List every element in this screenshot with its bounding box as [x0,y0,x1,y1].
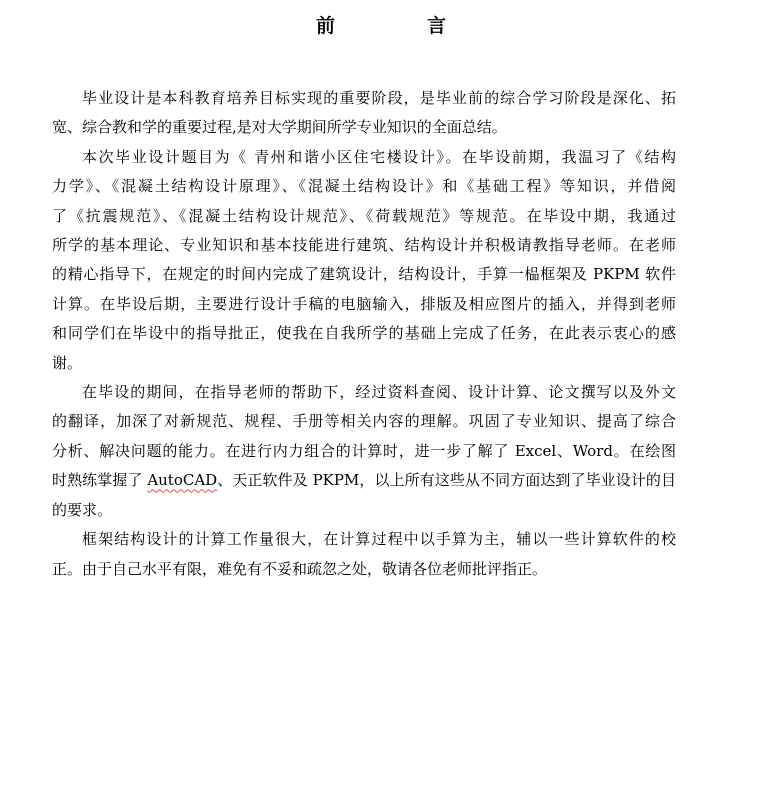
paragraph-line: 了《抗震规范》、《混凝土结构设计规范》、《荷载规范》等规范。在毕设中期，我通过 [52,206,676,225]
paragraph-4 [52,525,676,584]
page-title [0,12,762,40]
paragraph-line: 和同学们在毕设中的指导批正，使我在自我所学的基础上完成了任务，在此表示衷心的感 [52,324,676,343]
paragraph-2 [52,143,676,378]
paragraph-line: 所学的基本理论、专业知识和基本技能进行建筑、结构设计并积极请教指导老师。在老师 [52,236,676,255]
paragraph-line: 宽、综合教和学的重要过程,是对大学期间所学专业知识的全面总结。 [52,118,507,137]
paragraph-1 [52,84,676,143]
paragraph-text: 、天正软件及 PKPM，以上所有这些从不同方面达到了毕业设计的目 [217,471,676,490]
spellcheck-word[interactable]: AutoCAD [147,471,218,490]
paragraph-line [52,466,676,495]
paragraph-line: 谢。 [52,353,83,372]
paragraph-line: 正。由于自己水平有限，难免有不妥和疏忽之处，敬请各位老师批评指正。 [52,559,548,578]
title-char-1: 前 [315,15,335,37]
paragraph-text: 时熟练掌握了 [52,471,148,490]
paragraph-line: 计算。在毕设后期，主要进行设计手稿的电脑输入，排版及相应图片的插入，并得到老师 [52,294,676,313]
paragraph-line: 框架结构设计的计算工作量很大，在计算过程中以手算为主，辅以一些计算软件的校 [82,530,676,549]
paragraph-line: 在毕设的期间，在指导老师的帮助下，经过资料查阅、设计计算、论文撰写以及外文 [82,383,676,402]
paragraph-3 [52,378,676,525]
paragraph-line: 力学》、《混凝土结构设计原理》、《混凝土结构设计》和《基础工程》等知识，并借阅 [52,177,676,196]
paragraph-line: 毕业设计是本科教育培养目标实现的重要阶段，是毕业前的综合学习阶段是深化、拓 [82,89,676,107]
document-body [52,84,676,584]
paragraph-line: 的精心指导下，在规定的时间内完成了建筑设计，结构设计，手算一榀框架及 PKPM 软件 [52,265,676,284]
paragraph-line: 本次毕业设计题目为《 青州和谐小区住宅楼设计》。在毕设前期，我温习了《结构 [82,147,676,166]
paragraph-line: 的翻译，加深了对新规范、规程、手册等相关内容的理解。巩固了专业知识、提高了综合 [52,412,676,431]
paragraph-line: 分析、解决问题的能力。在进行内力组合的计算时，进一步了解了 Excel、Word。在绘图 [52,441,676,460]
title-char-2: 言 [427,15,447,37]
paragraph-line: 的要求。 [52,500,113,519]
